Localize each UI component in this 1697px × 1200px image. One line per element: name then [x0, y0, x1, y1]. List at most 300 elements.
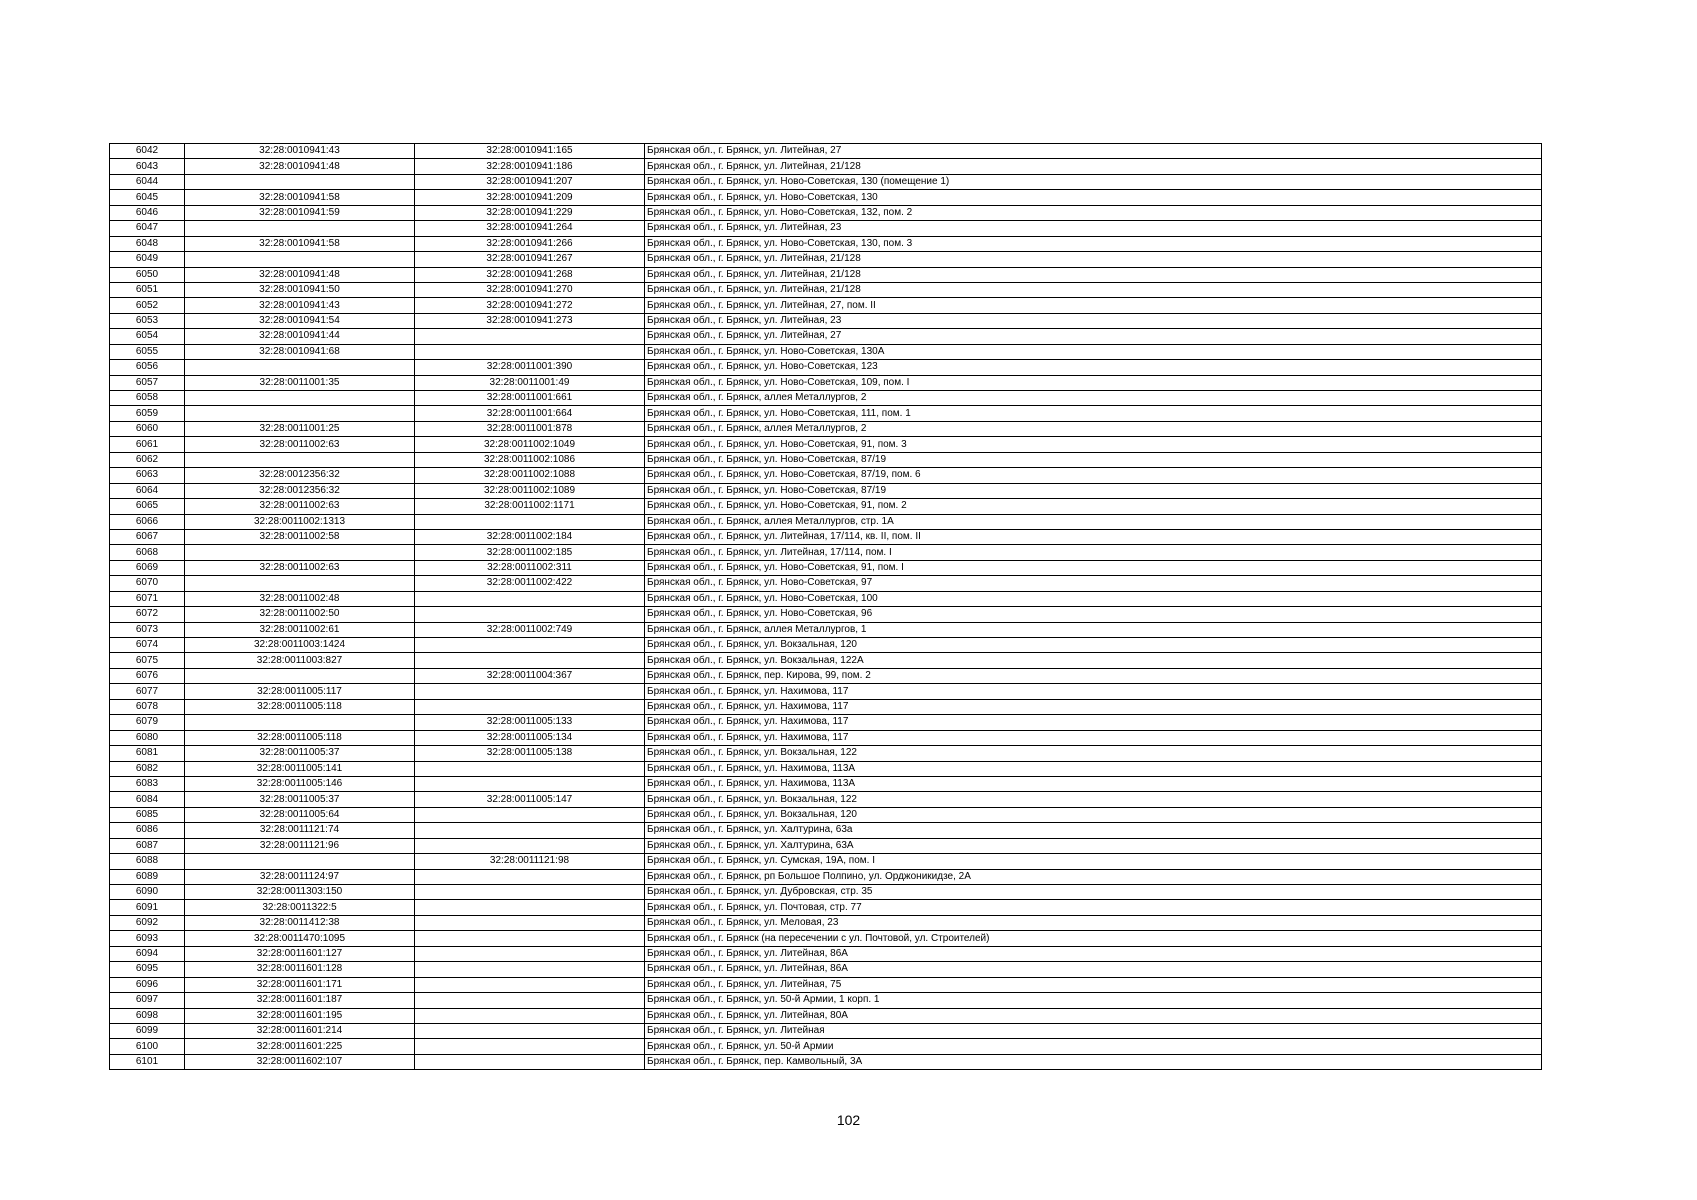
address-cell: Брянская обл., г. Брянск, ул. Ново-Советская, 123 — [645, 360, 1542, 375]
object-number-cell: 32:28:0011005:133 — [415, 715, 645, 730]
object-number-cell — [415, 591, 645, 606]
address-cell: Брянская обл., г. Брянск, ул. 50-й Армии, 1 корп. 1 — [645, 993, 1542, 1008]
register-body — [110, 144, 1542, 1070]
row-number-cell: 6062 — [110, 452, 185, 467]
object-number-cell: 32:28:0011002:1049 — [415, 437, 645, 452]
land-parcel-number-cell: 32:28:0011601:225 — [185, 1039, 415, 1054]
land-parcel-number-cell: 32:28:0010941:50 — [185, 282, 415, 297]
address-cell: Брянская обл., г. Брянск, ул. Вокзальная, 122 — [645, 792, 1542, 807]
table-row — [110, 977, 1542, 992]
object-number-cell: 32:28:0010941:268 — [415, 267, 645, 282]
land-parcel-number-cell: 32:28:0011005:141 — [185, 761, 415, 776]
row-number-cell: 6052 — [110, 298, 185, 313]
row-number-cell: 6043 — [110, 159, 185, 174]
row-number-cell: 6046 — [110, 205, 185, 220]
address-cell: Брянская обл., г. Брянск, ул. Вокзальная, 122А — [645, 653, 1542, 668]
address-cell: Брянская обл., г. Брянск, ул. Ново-Советская, 87/19 — [645, 483, 1542, 498]
object-number-cell: 32:28:0010941:273 — [415, 313, 645, 328]
row-number-cell: 6100 — [110, 1039, 185, 1054]
table-row — [110, 638, 1542, 653]
table-row — [110, 607, 1542, 622]
object-number-cell: 32:28:0010941:209 — [415, 190, 645, 205]
row-number-cell: 6060 — [110, 421, 185, 436]
address-cell: Брянская обл., г. Брянск, ул. Ново-Советская, 87/19, пом. 6 — [645, 468, 1542, 483]
address-cell: Брянская обл., г. Брянск, ул. Нахимова, 113А — [645, 761, 1542, 776]
address-cell: Брянская обл., г. Брянск, ул. Ново-Советская, 130 — [645, 190, 1542, 205]
land-parcel-number-cell: 32:28:0011002:63 — [185, 437, 415, 452]
row-number-cell: 6069 — [110, 560, 185, 575]
table-row — [110, 236, 1542, 251]
address-cell: Брянская обл., г. Брянск, ул. Ново-Советская, 91, пом. 3 — [645, 437, 1542, 452]
row-number-cell: 6075 — [110, 653, 185, 668]
address-cell: Брянская обл., г. Брянск, ул. Ново-Советская, 109, пом. I — [645, 375, 1542, 390]
object-number-cell: 32:28:0011001:661 — [415, 391, 645, 406]
object-number-cell: 32:28:0010941:267 — [415, 252, 645, 267]
row-number-cell: 6095 — [110, 962, 185, 977]
land-parcel-number-cell: 32:28:0011005:118 — [185, 730, 415, 745]
address-cell: Брянская обл., г. Брянск, ул. Ново-Советская, 130 (помещение 1) — [645, 174, 1542, 189]
object-number-cell: 32:28:0010941:186 — [415, 159, 645, 174]
object-number-cell — [415, 699, 645, 714]
table-row — [110, 174, 1542, 189]
land-parcel-number-cell: 32:28:0011002:50 — [185, 607, 415, 622]
table-row — [110, 807, 1542, 822]
address-cell: Брянская обл., г. Брянск, ул. Литейная, 23 — [645, 313, 1542, 328]
object-number-cell: 32:28:0011001:390 — [415, 360, 645, 375]
address-cell: Брянская обл., г. Брянск, ул. Литейная, 80А — [645, 1008, 1542, 1023]
row-number-cell: 6079 — [110, 715, 185, 730]
object-number-cell: 32:28:0010941:165 — [415, 144, 645, 159]
object-number-cell: 32:28:0010941:264 — [415, 221, 645, 236]
object-number-cell — [415, 776, 645, 791]
land-parcel-number-cell: 32:28:0011601:214 — [185, 1023, 415, 1038]
object-number-cell — [415, 1008, 645, 1023]
row-number-cell: 6044 — [110, 174, 185, 189]
row-number-cell: 6066 — [110, 514, 185, 529]
address-cell: Брянская обл., г. Брянск, ул. Нахимова, 117 — [645, 715, 1542, 730]
object-number-cell: 32:28:0011001:49 — [415, 375, 645, 390]
land-parcel-number-cell: 32:28:0011002:48 — [185, 591, 415, 606]
address-cell: Брянская обл., г. Брянск, ул. Литейная, 27, пом. II — [645, 298, 1542, 313]
row-number-cell: 6065 — [110, 499, 185, 514]
land-parcel-number-cell — [185, 406, 415, 421]
object-number-cell: 32:28:0010941:229 — [415, 205, 645, 220]
land-parcel-number-cell: 32:28:0011124:97 — [185, 869, 415, 884]
row-number-cell: 6056 — [110, 360, 185, 375]
table-row — [110, 946, 1542, 961]
land-parcel-number-cell: 32:28:0011002:63 — [185, 499, 415, 514]
address-cell: Брянская обл., г. Брянск, ул. Ново-Советская, 97 — [645, 576, 1542, 591]
land-parcel-number-cell: 32:28:0011002:1313 — [185, 514, 415, 529]
land-parcel-number-cell — [185, 221, 415, 236]
row-number-cell: 6042 — [110, 144, 185, 159]
land-parcel-number-cell: 32:28:0011412:38 — [185, 915, 415, 930]
table-row — [110, 159, 1542, 174]
address-cell: Брянская обл., г. Брянск, ул. Ново-Советская, 111, пом. 1 — [645, 406, 1542, 421]
land-parcel-number-cell: 32:28:0011601:128 — [185, 962, 415, 977]
table-row — [110, 252, 1542, 267]
object-number-cell — [415, 823, 645, 838]
land-parcel-number-cell: 32:28:0011002:58 — [185, 529, 415, 544]
row-number-cell: 6061 — [110, 437, 185, 452]
row-number-cell: 6048 — [110, 236, 185, 251]
object-number-cell — [415, 946, 645, 961]
object-number-cell — [415, 514, 645, 529]
table-row — [110, 715, 1542, 730]
address-cell: Брянская обл., г. Брянск, ул. Литейная, 21/128 — [645, 159, 1542, 174]
object-number-cell: 32:28:0010941:270 — [415, 282, 645, 297]
object-number-cell — [415, 915, 645, 930]
address-cell: Брянская обл., г. Брянск, ул. Меловая, 23 — [645, 915, 1542, 930]
table-row — [110, 221, 1542, 236]
land-parcel-number-cell: 32:28:0010941:58 — [185, 190, 415, 205]
address-cell: Брянская обл., г. Брянск, ул. Ново-Советская, 132, пом. 2 — [645, 205, 1542, 220]
land-parcel-number-cell: 32:28:0011005:37 — [185, 746, 415, 761]
land-parcel-number-cell — [185, 174, 415, 189]
address-cell: Брянская обл., г. Брянск, ул. Ново-Советская, 130А — [645, 344, 1542, 359]
address-cell: Брянская обл., г. Брянск, ул. Халтурина, 63А — [645, 838, 1542, 853]
row-number-cell: 6083 — [110, 776, 185, 791]
row-number-cell: 6051 — [110, 282, 185, 297]
address-cell: Брянская обл., г. Брянск, ул. Вокзальная, 120 — [645, 638, 1542, 653]
address-cell: Брянская обл., г. Брянск, аллея Металлургов, 2 — [645, 391, 1542, 406]
table-row — [110, 529, 1542, 544]
row-number-cell: 6086 — [110, 823, 185, 838]
row-number-cell: 6098 — [110, 1008, 185, 1023]
table-row — [110, 298, 1542, 313]
land-parcel-number-cell: 32:28:0011121:96 — [185, 838, 415, 853]
table-row — [110, 823, 1542, 838]
table-row — [110, 1054, 1542, 1069]
object-number-cell — [415, 607, 645, 622]
address-cell: Брянская обл., г. Брянск, ул. Литейная, 23 — [645, 221, 1542, 236]
object-number-cell — [415, 807, 645, 822]
table-row — [110, 514, 1542, 529]
address-cell: Брянская обл., г. Брянск, ул. Литейная, 21/128 — [645, 282, 1542, 297]
land-parcel-number-cell: 32:28:0011005:64 — [185, 807, 415, 822]
table-row — [110, 885, 1542, 900]
address-cell: Брянская обл., г. Брянск, ул. Ново-Советская, 91, пом. I — [645, 560, 1542, 575]
address-cell: Брянская обл., г. Брянск, ул. Вокзальная, 120 — [645, 807, 1542, 822]
land-parcel-number-cell: 32:28:0011002:63 — [185, 560, 415, 575]
table-row — [110, 699, 1542, 714]
table-row — [110, 560, 1542, 575]
land-parcel-number-cell: 32:28:0011005:37 — [185, 792, 415, 807]
land-parcel-number-cell: 32:28:0011121:74 — [185, 823, 415, 838]
object-number-cell — [415, 1054, 645, 1069]
table-row — [110, 730, 1542, 745]
table-row — [110, 684, 1542, 699]
row-number-cell: 6049 — [110, 252, 185, 267]
land-parcel-number-cell: 32:28:0011005:146 — [185, 776, 415, 791]
object-number-cell — [415, 329, 645, 344]
land-parcel-number-cell — [185, 360, 415, 375]
address-cell: Брянская обл., г. Брянск, ул. Вокзальная, 122 — [645, 746, 1542, 761]
address-cell: Брянская обл., г. Брянск, ул. 50-й Армии — [645, 1039, 1542, 1054]
address-cell: Брянская обл., г. Брянск, ул. Ново-Советская, 130, пом. 3 — [645, 236, 1542, 251]
row-number-cell: 6081 — [110, 746, 185, 761]
table-row — [110, 267, 1542, 282]
table-row — [110, 205, 1542, 220]
row-number-cell: 6057 — [110, 375, 185, 390]
address-cell: Брянская обл., г. Брянск, ул. Халтурина, 63а — [645, 823, 1542, 838]
row-number-cell: 6067 — [110, 529, 185, 544]
object-number-cell — [415, 1039, 645, 1054]
object-number-cell: 32:28:0011002:749 — [415, 622, 645, 637]
land-parcel-number-cell: 32:28:0011602:107 — [185, 1054, 415, 1069]
row-number-cell: 6074 — [110, 638, 185, 653]
table-row — [110, 576, 1542, 591]
object-number-cell — [415, 344, 645, 359]
address-cell: Брянская обл., г. Брянск, ул. Литейная, 27 — [645, 329, 1542, 344]
address-cell: Брянская обл., г. Брянск, ул. Сумская, 19А, пом. I — [645, 854, 1542, 869]
table-row — [110, 746, 1542, 761]
table-row — [110, 313, 1542, 328]
table-row — [110, 190, 1542, 205]
table-row — [110, 344, 1542, 359]
row-number-cell: 6072 — [110, 607, 185, 622]
row-number-cell: 6088 — [110, 854, 185, 869]
row-number-cell: 6050 — [110, 267, 185, 282]
land-parcel-number-cell — [185, 668, 415, 683]
table-row — [110, 668, 1542, 683]
land-parcel-number-cell: 32:28:0010941:68 — [185, 344, 415, 359]
row-number-cell: 6076 — [110, 668, 185, 683]
table-row — [110, 622, 1542, 637]
table-row — [110, 360, 1542, 375]
table-row — [110, 962, 1542, 977]
land-parcel-number-cell: 32:28:0011005:118 — [185, 699, 415, 714]
table-row — [110, 591, 1542, 606]
object-number-cell — [415, 761, 645, 776]
row-number-cell: 6090 — [110, 885, 185, 900]
address-cell: Брянская обл., г. Брянск, ул. Ново-Советская, 100 — [645, 591, 1542, 606]
address-cell: Брянская обл., г. Брянск, ул. Литейная, 17/114, пом. I — [645, 545, 1542, 560]
row-number-cell: 6068 — [110, 545, 185, 560]
land-parcel-number-cell: 32:28:0011322:5 — [185, 900, 415, 915]
row-number-cell: 6063 — [110, 468, 185, 483]
table-row — [110, 406, 1542, 421]
table-row — [110, 776, 1542, 791]
object-number-cell: 32:28:0011121:98 — [415, 854, 645, 869]
address-cell: Брянская обл., г. Брянск, ул. Почтовая, стр. 77 — [645, 900, 1542, 915]
row-number-cell: 6082 — [110, 761, 185, 776]
land-parcel-number-cell: 32:28:0011002:61 — [185, 622, 415, 637]
table-row — [110, 869, 1542, 884]
row-number-cell: 6094 — [110, 946, 185, 961]
row-number-cell: 6053 — [110, 313, 185, 328]
land-parcel-number-cell: 32:28:0011003:827 — [185, 653, 415, 668]
table-row — [110, 437, 1542, 452]
table-row — [110, 468, 1542, 483]
address-cell: Брянская обл., г. Брянск, ул. Нахимова, 117 — [645, 684, 1542, 699]
land-parcel-number-cell: 32:28:0010941:54 — [185, 313, 415, 328]
land-parcel-number-cell: 32:28:0010941:48 — [185, 159, 415, 174]
row-number-cell: 6054 — [110, 329, 185, 344]
table-row — [110, 282, 1542, 297]
row-number-cell: 6058 — [110, 391, 185, 406]
address-cell: Брянская обл., г. Брянск, ул. Нахимова, 113А — [645, 776, 1542, 791]
row-number-cell: 6099 — [110, 1023, 185, 1038]
row-number-cell: 6080 — [110, 730, 185, 745]
address-cell: Брянская обл., г. Брянск, пер. Камвольный, 3А — [645, 1054, 1542, 1069]
object-number-cell — [415, 684, 645, 699]
cadastral-register-table — [109, 143, 1542, 1070]
object-number-cell: 32:28:0011004:367 — [415, 668, 645, 683]
object-number-cell: 32:28:0011005:147 — [415, 792, 645, 807]
row-number-cell: 6055 — [110, 344, 185, 359]
land-parcel-number-cell: 32:28:0010941:43 — [185, 144, 415, 159]
row-number-cell: 6091 — [110, 900, 185, 915]
land-parcel-number-cell: 32:28:0010941:48 — [185, 267, 415, 282]
land-parcel-number-cell — [185, 545, 415, 560]
address-cell: Брянская обл., г. Брянск, ул. Литейная, 86А — [645, 962, 1542, 977]
table-row — [110, 915, 1542, 930]
address-cell: Брянская обл., г. Брянск, рп Большое Полпино, ул. Орджоникидзе, 2А — [645, 869, 1542, 884]
object-number-cell — [415, 869, 645, 884]
object-number-cell — [415, 885, 645, 900]
address-cell: Брянская обл., г. Брянск, ул. Ново-Советская, 96 — [645, 607, 1542, 622]
land-parcel-number-cell — [185, 391, 415, 406]
address-cell: Брянская обл., г. Брянск, аллея Металлургов, 2 — [645, 421, 1542, 436]
object-number-cell — [415, 638, 645, 653]
object-number-cell — [415, 838, 645, 853]
table-row — [110, 329, 1542, 344]
object-number-cell: 32:28:0010941:207 — [415, 174, 645, 189]
row-number-cell: 6047 — [110, 221, 185, 236]
table-row — [110, 1023, 1542, 1038]
land-parcel-number-cell: 32:28:0012356:32 — [185, 468, 415, 483]
address-cell: Брянская обл., г. Брянск, пер. Кирова, 99, пом. 2 — [645, 668, 1542, 683]
address-cell: Брянская обл., г. Брянск, ул. Нахимова, 117 — [645, 699, 1542, 714]
address-cell: Брянская обл., г. Брянск, ул. Литейная, 17/114, кв. II, пом. II — [645, 529, 1542, 544]
land-parcel-number-cell — [185, 252, 415, 267]
table-row — [110, 483, 1542, 498]
table-row — [110, 144, 1542, 159]
land-parcel-number-cell: 32:28:0010941:44 — [185, 329, 415, 344]
address-cell: Брянская обл., г. Брянск, ул. Литейная — [645, 1023, 1542, 1038]
land-parcel-number-cell: 32:28:0011601:127 — [185, 946, 415, 961]
land-parcel-number-cell: 32:28:0011601:171 — [185, 977, 415, 992]
row-number-cell: 6071 — [110, 591, 185, 606]
land-parcel-number-cell: 32:28:0011001:35 — [185, 375, 415, 390]
object-number-cell: 32:28:0011005:134 — [415, 730, 645, 745]
table-row — [110, 375, 1542, 390]
land-parcel-number-cell: 32:28:0012356:32 — [185, 483, 415, 498]
table-row — [110, 931, 1542, 946]
land-parcel-number-cell — [185, 452, 415, 467]
table-row — [110, 761, 1542, 776]
object-number-cell — [415, 1023, 645, 1038]
address-cell: Брянская обл., г. Брянск, ул. Литейная, 75 — [645, 977, 1542, 992]
table-row — [110, 1008, 1542, 1023]
row-number-cell: 6073 — [110, 622, 185, 637]
table-row — [110, 653, 1542, 668]
table-row — [110, 792, 1542, 807]
address-cell: Брянская обл., г. Брянск, ул. Ново-Советская, 91, пом. 2 — [645, 499, 1542, 514]
row-number-cell: 6092 — [110, 915, 185, 930]
table-row — [110, 391, 1542, 406]
object-number-cell — [415, 931, 645, 946]
object-number-cell: 32:28:0011002:184 — [415, 529, 645, 544]
row-number-cell: 6101 — [110, 1054, 185, 1069]
land-parcel-number-cell: 32:28:0011303:150 — [185, 885, 415, 900]
table-row — [110, 1039, 1542, 1054]
land-parcel-number-cell: 32:28:0011601:195 — [185, 1008, 415, 1023]
row-number-cell: 6059 — [110, 406, 185, 421]
address-cell: Брянская обл., г. Брянск, ул. Литейная, 86А — [645, 946, 1542, 961]
object-number-cell: 32:28:0011002:185 — [415, 545, 645, 560]
address-cell: Брянская обл., г. Брянск, ул. Литейная, 21/128 — [645, 252, 1542, 267]
table-row — [110, 838, 1542, 853]
row-number-cell: 6078 — [110, 699, 185, 714]
land-parcel-number-cell: 32:28:0010941:58 — [185, 236, 415, 251]
object-number-cell: 32:28:0011002:1089 — [415, 483, 645, 498]
row-number-cell: 6064 — [110, 483, 185, 498]
object-number-cell: 32:28:0011001:878 — [415, 421, 645, 436]
row-number-cell: 6077 — [110, 684, 185, 699]
land-parcel-number-cell — [185, 854, 415, 869]
table-row — [110, 452, 1542, 467]
object-number-cell — [415, 977, 645, 992]
object-number-cell: 32:28:0011001:664 — [415, 406, 645, 421]
object-number-cell: 32:28:0011002:1171 — [415, 499, 645, 514]
object-number-cell: 32:28:0011002:1088 — [415, 468, 645, 483]
land-parcel-number-cell: 32:28:0011001:25 — [185, 421, 415, 436]
address-cell: Брянская обл., г. Брянск, ул. Литейная, 21/128 — [645, 267, 1542, 282]
address-cell: Брянская обл., г. Брянск (на пересечении с ул. Почтовой, ул. Строителей) — [645, 931, 1542, 946]
address-cell: Брянская обл., г. Брянск, ул. Ново-Советская, 87/19 — [645, 452, 1542, 467]
land-parcel-number-cell — [185, 576, 415, 591]
land-parcel-number-cell: 32:28:0011601:187 — [185, 993, 415, 1008]
address-cell: Брянская обл., г. Брянск, ул. Дубровская, стр. 35 — [645, 885, 1542, 900]
object-number-cell — [415, 653, 645, 668]
row-number-cell: 6045 — [110, 190, 185, 205]
object-number-cell — [415, 993, 645, 1008]
row-number-cell: 6084 — [110, 792, 185, 807]
object-number-cell: 32:28:0011005:138 — [415, 746, 645, 761]
object-number-cell — [415, 900, 645, 915]
object-number-cell: 32:28:0010941:266 — [415, 236, 645, 251]
land-parcel-number-cell: 32:28:0010941:43 — [185, 298, 415, 313]
land-parcel-number-cell: 32:28:0011470:1095 — [185, 931, 415, 946]
land-parcel-number-cell — [185, 715, 415, 730]
row-number-cell: 6093 — [110, 931, 185, 946]
table-row — [110, 499, 1542, 514]
object-number-cell — [415, 962, 645, 977]
land-parcel-number-cell: 32:28:0011005:117 — [185, 684, 415, 699]
address-cell: Брянская обл., г. Брянск, ул. Нахимова, 117 — [645, 730, 1542, 745]
row-number-cell: 6097 — [110, 993, 185, 1008]
table-row — [110, 421, 1542, 436]
land-parcel-number-cell: 32:28:0011003:1424 — [185, 638, 415, 653]
address-cell: Брянская обл., г. Брянск, ул. Литейная, 27 — [645, 144, 1542, 159]
table-row — [110, 993, 1542, 1008]
object-number-cell: 32:28:0011002:422 — [415, 576, 645, 591]
row-number-cell: 6087 — [110, 838, 185, 853]
object-number-cell: 32:28:0011002:1086 — [415, 452, 645, 467]
table-row — [110, 854, 1542, 869]
land-parcel-number-cell: 32:28:0010941:59 — [185, 205, 415, 220]
row-number-cell: 6089 — [110, 869, 185, 884]
address-cell: Брянская обл., г. Брянск, аллея Металлургов, стр. 1А — [645, 514, 1542, 529]
table-row — [110, 900, 1542, 915]
row-number-cell: 6096 — [110, 977, 185, 992]
page-number: 102 — [836, 1112, 861, 1128]
table-row — [110, 545, 1542, 560]
row-number-cell: 6085 — [110, 807, 185, 822]
object-number-cell: 32:28:0010941:272 — [415, 298, 645, 313]
